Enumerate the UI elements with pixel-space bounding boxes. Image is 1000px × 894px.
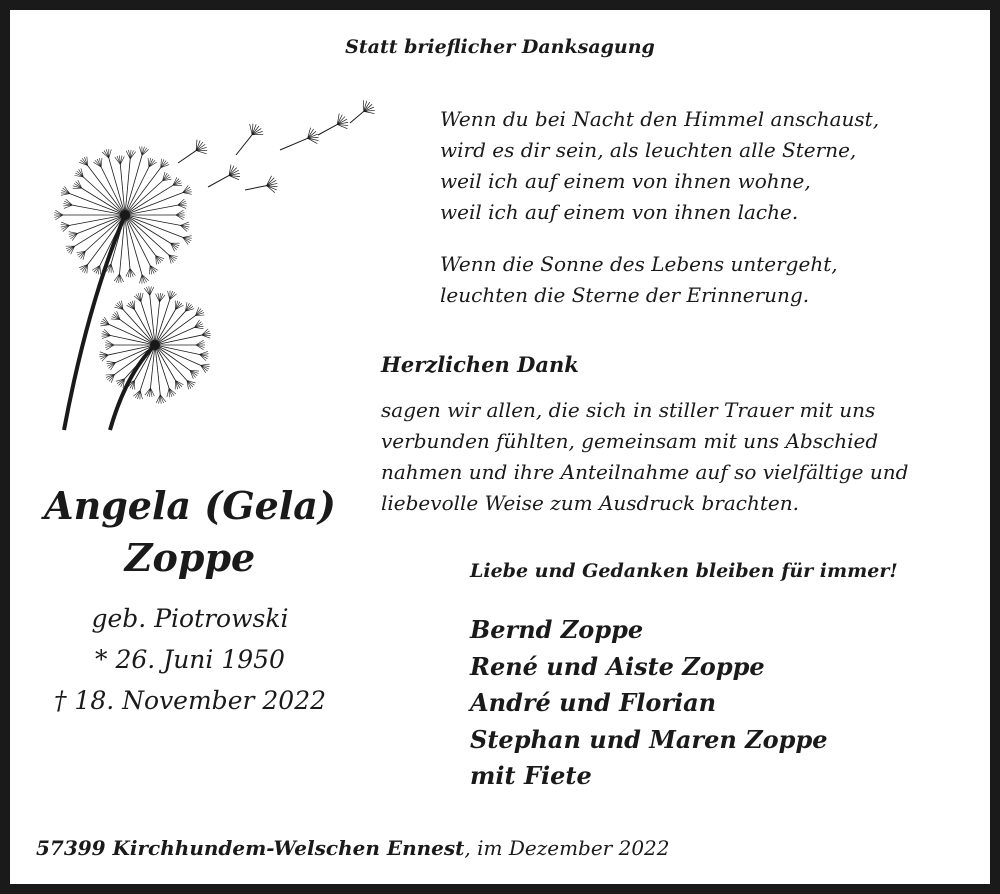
maiden-name: geb. Piotrowski (91, 604, 289, 633)
birth-date: * 26. Juni 1950 (95, 645, 285, 674)
thanks-text (381, 395, 961, 519)
signer: André und Florian (470, 688, 717, 717)
deceased-last-name: Zoppe (124, 535, 256, 580)
poem-line: leuchten die Sterne der Erinnerung. (440, 283, 810, 307)
signer: Stephan und Maren Zoppe (470, 724, 828, 754)
dandelion-icon (40, 95, 400, 435)
signer: mit Fiete (470, 761, 592, 790)
deceased-name (20, 480, 360, 584)
thanks-line: sagen wir allen, die sich in stiller Trauer mit uns (381, 398, 876, 422)
thanks-line: liebevolle Weise zum Ausdruck brachten. (381, 491, 799, 515)
poem-line: Wenn die Sonne des Lebens untergeht, (440, 252, 838, 276)
death-date: † 18. November 2022 (53, 686, 327, 715)
thanks-line: nahmen und ihre Anteilnahme auf so vielfältige und (381, 460, 909, 484)
poem-line: weil ich auf einem von ihnen wohne, (440, 169, 811, 193)
poem (440, 104, 960, 332)
poem-line: wird es dir sein, als leuchten alle Sterne, (440, 138, 857, 162)
footer-date: , im Dezember 2022 (464, 836, 670, 860)
footer-location: 57399 Kirchhundem-Welschen Ennest (36, 836, 465, 860)
poem-stanza (440, 104, 960, 228)
poem-stanza (440, 249, 960, 311)
motto: Liebe und Gedanken bleiben für immer! (470, 560, 898, 582)
headline: Statt brieflicher Danksagung (345, 36, 655, 58)
thanks-line: verbunden fühlten, gemeinsam mit uns Abschied (381, 429, 879, 453)
signer: Bernd Zoppe (470, 615, 644, 644)
signers-list (470, 612, 828, 795)
poem-line: Wenn du bei Nacht den Himmel anschaust, (440, 107, 880, 131)
poem-line: weil ich auf einem von ihnen lache. (440, 200, 799, 224)
footer (36, 836, 670, 860)
deceased-details (20, 598, 360, 721)
deceased-first-name: Angela (Gela) (44, 483, 336, 528)
thanks-title: Herzlichen Dank (381, 352, 579, 377)
signer: René und Aiste Zoppe (470, 651, 765, 681)
